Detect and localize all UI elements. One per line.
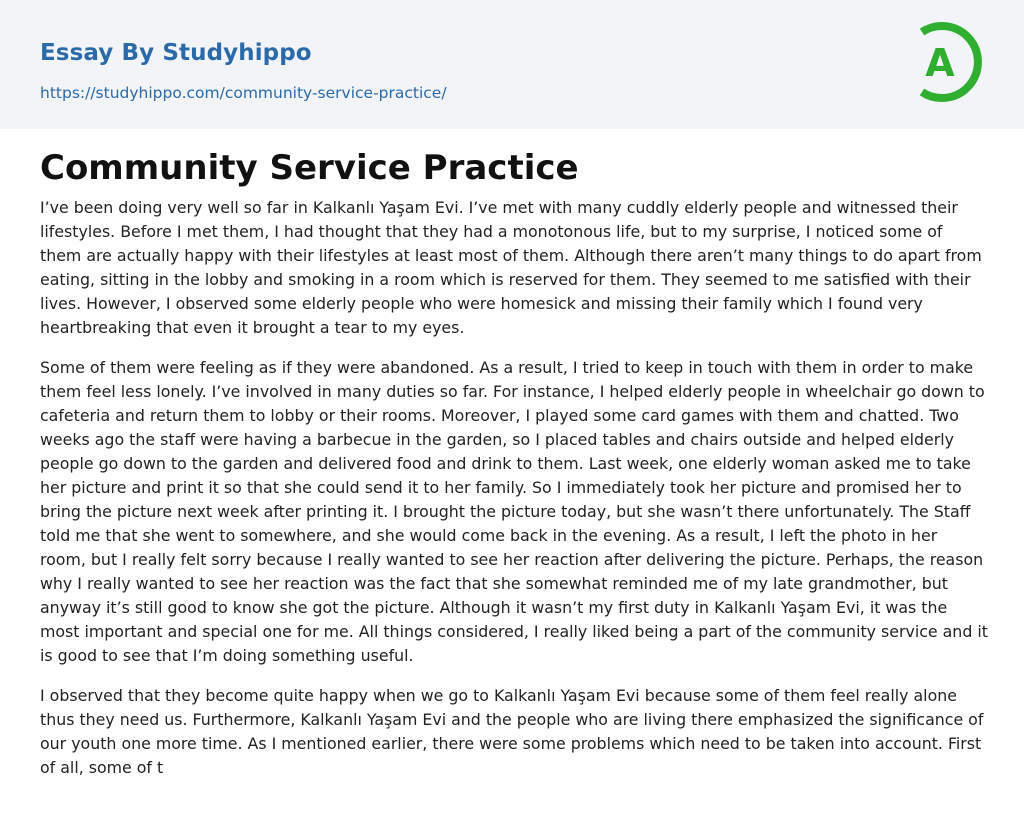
paragraph-2: Some of them were feeling as if they were abandoned. As a result, I tried to keep in touch with them in order to make them feel less lonely. I’ve involved in many duties so far. For instance, I helped elderly people in wheelchair go down to cafeteria and return them to lobby or their rooms. Moreover, I played some card games with them and chatted. Two weeks ago the staff were having a barbecue in the garden, so I placed tables and chairs outside and helped elderly people go down to the garden and delivered food and drink to them. Last week, one elderly woman asked me to take her picture and print it so that she could send it to her family. So I immediately took her picture and promised her to bring the picture next week after printing it. I brought the picture today, but she wasn’t there unfortunately. The Staff told me that she went to somewhere, and she would come back in the evening. As a result, I left the photo in her room, but I really felt sorry because I really wanted to see her reaction after delivering the picture. Perhaps, the reason why I really wanted to see her reaction was the fact that she somewhat reminded me of my late grandmother, but anyway it’s still good to know she got the picture. Although it wasn’t my first duty in Kalkanlı Yaşam Evi, it was the most important and special one for me. All things considered, I really liked being a part of the community service and it is good to see that I’m doing something useful. <box>40 358 988 665</box>
paragraph-1: I’ve been doing very well so far in Kalkanlı Yaşam Evi. I’ve met with many cuddly elderly people and witnessed their lifestyles. Before I met them, I had thought that they had a monotonous life, but to my surprise, I noticed some of them are actually happy with their lifestyles at least most of them. Although there aren’t many things to do apart from eating, sitting in the lobby and smoking in a room which is reserved for them. They seemed to me satisfied with their lives. However, I observed some elderly people who were homesick and missing their family which I found very heartbreaking that even it brought a tear to my eyes. <box>40 198 982 337</box>
article <box>40 146 988 780</box>
site-header <box>0 0 1024 129</box>
logo-letter: A <box>925 41 955 85</box>
page-title: Community Service Practice <box>40 148 579 188</box>
site-title[interactable]: Essay By Studyhippo <box>40 40 312 66</box>
studyhippo-logo-icon[interactable] <box>906 18 988 106</box>
paragraph-3: I observed that they become quite happy when we go to Kalkanlı Yaşam Evi because some of them feel really alone thus they need us. Furthermore, Kalkanlı Yaşam Evi and the people who are living there emphasized the significance of our youth one more time. As I mentioned earlier, there were some problems which need to be taken into account. First of all, some of t <box>40 686 984 777</box>
page-url-link[interactable]: https://studyhippo.com/community-service-practice/ <box>40 84 447 102</box>
